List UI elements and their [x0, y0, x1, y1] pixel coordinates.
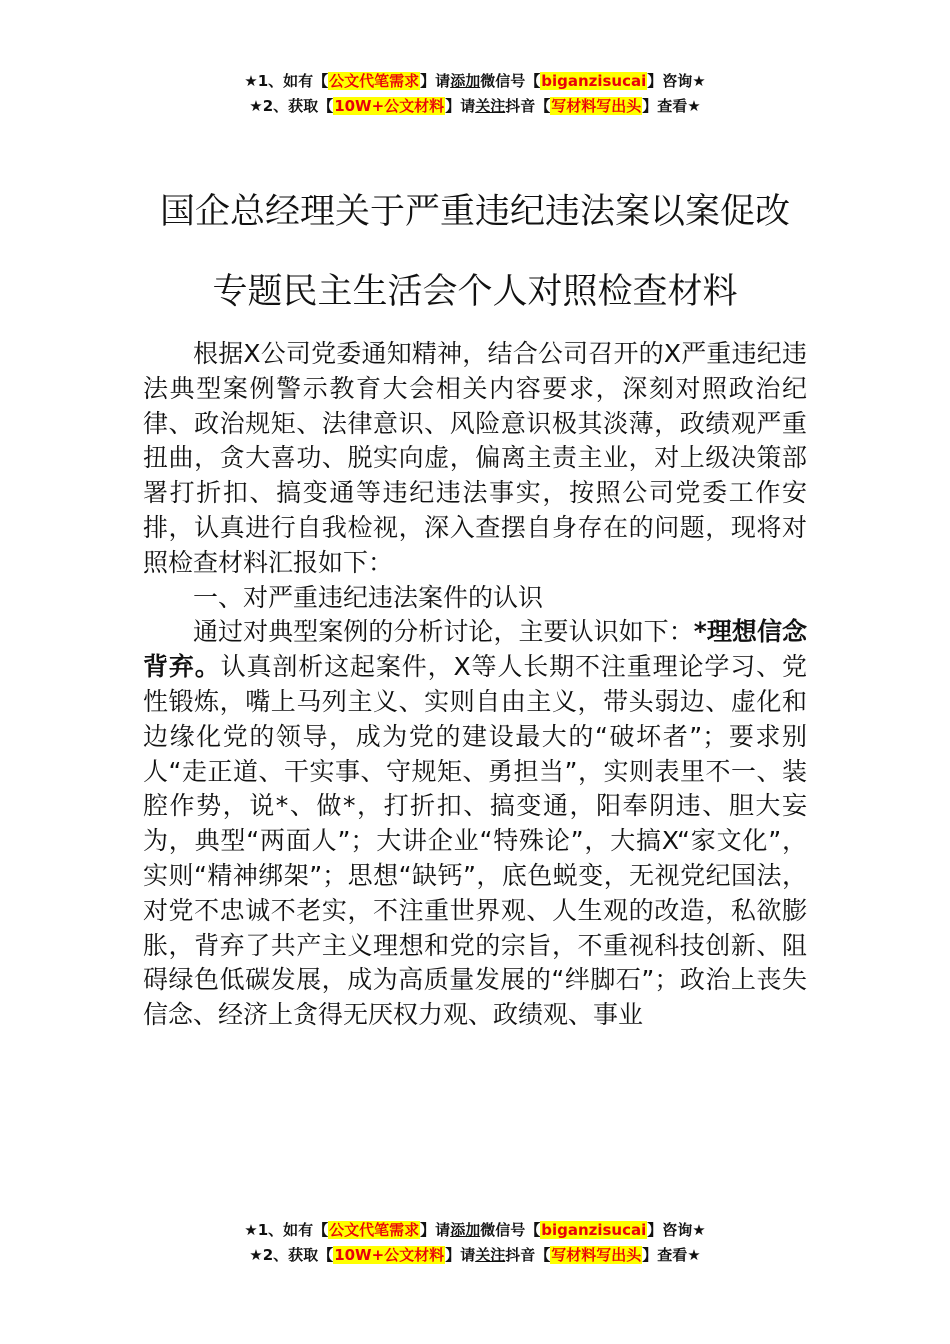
banner-line-1: [0, 1218, 950, 1243]
banner-underlined-text: 添加: [450, 1221, 481, 1239]
banner-text: 抖音【: [505, 97, 551, 115]
banner-line-1: [0, 69, 950, 94]
paragraph-text: 认真剖析这起案件，X等人长期不注重理论学习、党性锻炼，嘴上马列主义、实则自由主义，带头弱边、虚化和边缘化党的领导，成为党的建设最大的“破坏者”；要求别人“走正道、干实事、守规矩、勇担当”，实则表里不一、装腔作势，说*、做*，打折扣、搞变通，阳奉阴违、胆大妄为，典型“两面人”；大讲企业“特殊论”，大搞X“家文化”，实则“精神绑架”；思想“缺钙”，底色蜕变，无视党纪国法，对党不忠诚不老实，不注重世界观、人生观的改造，私欲膨胀，背弃了共产主义理想和党的宗旨，不重视科技创新、阻碍绿色低碳发展，成为高质量发展的“绊脚石”；政治上丧失信念、经济上贪得无厌权力观、政绩观、事业: [143, 652, 807, 1030]
title-line-1: 国企总经理关于严重违纪违法案以案促改: [159, 192, 790, 232]
banner-line-2: [0, 1243, 950, 1268]
section-heading: 一、对严重违纪违法案件的认识: [193, 582, 544, 612]
banner-text: ★2、获取【: [249, 1246, 334, 1264]
banner-text: 】请: [445, 1246, 476, 1264]
banner-highlight: 10W+公文材料: [334, 1246, 445, 1264]
bold-subheading: *理想信念背弃。: [143, 617, 807, 682]
body-paragraph: 根据X公司党委通知精神，结合公司召开的X严重违纪违法典型案例警示教育大会相关内容要求，深刻对照政治纪律、政治规矩、法律意识、风险意识极其淡薄，政绩观严重扭曲，贪大喜功、脱实向虚，偏离主责主业，对上级决策部署打折扣、搞变通等违纪违法事实，按照公司党委工作安排，认真进行自我检视，深入查摆自身存在的问题，现将对照检查材料汇报如下：: [143, 339, 807, 577]
banner-highlight: 公文代笔需求: [329, 1221, 420, 1239]
banner-text: 微信号【: [480, 1221, 541, 1239]
banner-underlined-text: 添加: [450, 72, 481, 90]
banner-text: 】查看★: [642, 97, 701, 115]
banner-underlined-text: 关注: [475, 97, 506, 115]
banner-text: ★2、获取【: [249, 97, 334, 115]
banner-line-2: [0, 94, 950, 119]
document-title: [0, 172, 950, 332]
banner-text: 】咨询★: [647, 1221, 706, 1239]
document-body: [143, 337, 807, 1033]
footer-banner: [0, 1218, 950, 1268]
banner-text: 】请: [420, 1221, 451, 1239]
body-paragraph: [143, 615, 807, 1033]
banner-highlight: 写材料写出头: [551, 1246, 642, 1264]
banner-text: 】咨询★: [647, 72, 706, 90]
banner-text: 】请: [420, 72, 451, 90]
banner-text: 】查看★: [642, 1246, 701, 1264]
banner-highlight: 公文代笔需求: [329, 72, 420, 90]
banner-highlight: 写材料写出头: [551, 97, 642, 115]
banner-text: ★1、如有【: [244, 1221, 329, 1239]
banner-highlight: biganzisucai: [541, 72, 647, 90]
paragraph-lead: 通过对典型案例的分析讨论，主要认识如下：: [193, 617, 694, 647]
title-line-2: 专题民主生活会个人对照检查材料: [212, 272, 738, 312]
banner-text: ★1、如有【: [244, 72, 329, 90]
banner-text: 抖音【: [505, 1246, 551, 1264]
banner-highlight: 10W+公文材料: [334, 97, 445, 115]
header-banner: [0, 69, 950, 119]
banner-text: 微信号【: [480, 72, 541, 90]
banner-underlined-text: 关注: [475, 1246, 506, 1264]
banner-highlight: biganzisucai: [541, 1221, 647, 1239]
banner-text: 】请: [445, 97, 476, 115]
